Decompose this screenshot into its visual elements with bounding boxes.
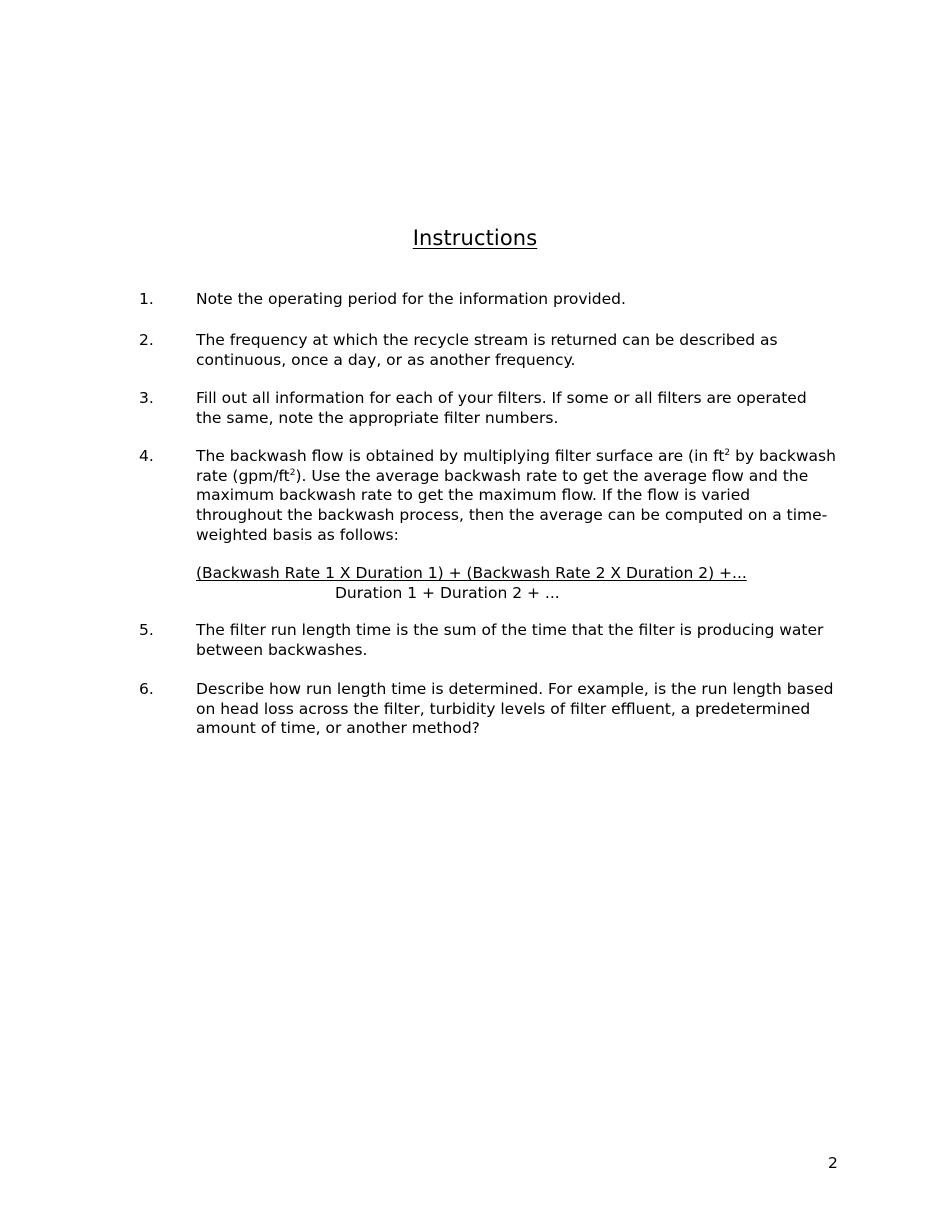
instruction-text [196,447,836,546]
instruction-number: 5. [139,621,154,639]
instruction-text-part: by backwash rate (gpm/ft [196,447,836,485]
instruction-number: 2. [139,331,154,349]
instruction-text: Note the operating period for the information provided. [196,290,626,308]
instruction-text: The filter run length time is the sum of the time that the filter is producing water between backwashes. [196,621,824,659]
superscript-squared: 2 [289,467,296,478]
page-title: Instructions [412,226,538,250]
instruction-text-part: ). Use the average backwash rate to get the average flow and the maximum backwash rate to get the maximum flow. If the flow is varied throughout the backwash process, then the average can be computed on a time-weighted basis as follows: [196,466,828,544]
instruction-text: Fill out all information for each of your filters. If some or all filters are operated the same, note the appropriate filter numbers. [196,389,807,427]
instruction-number: 4. [139,447,154,465]
instruction-number: 1. [139,290,154,308]
instruction-text: Describe how run length time is determined. For example, is the run length based on head loss across the filter, turbidity levels of filter effluent, a predetermined amount of time, or another method? [196,680,834,738]
instruction-text-part: The backwash flow is obtained by multiplying filter surface are (in ft [196,447,725,465]
time-weighted-average-formula [196,564,747,603]
formula-numerator: (Backwash Rate 1 X Duration 1) + (Backwash Rate 2 X Duration 2) +... [196,564,747,582]
instruction-number: 3. [139,389,154,407]
instruction-text: The frequency at which the recycle stream is returned can be described as continuous, once a day, or as another frequency. [196,331,778,369]
instruction-number: 6. [139,680,154,698]
formula-denominator: Duration 1 + Duration 2 + ... [335,583,560,602]
superscript-squared: 2 [724,447,731,458]
page-number: 2 [828,1154,838,1172]
